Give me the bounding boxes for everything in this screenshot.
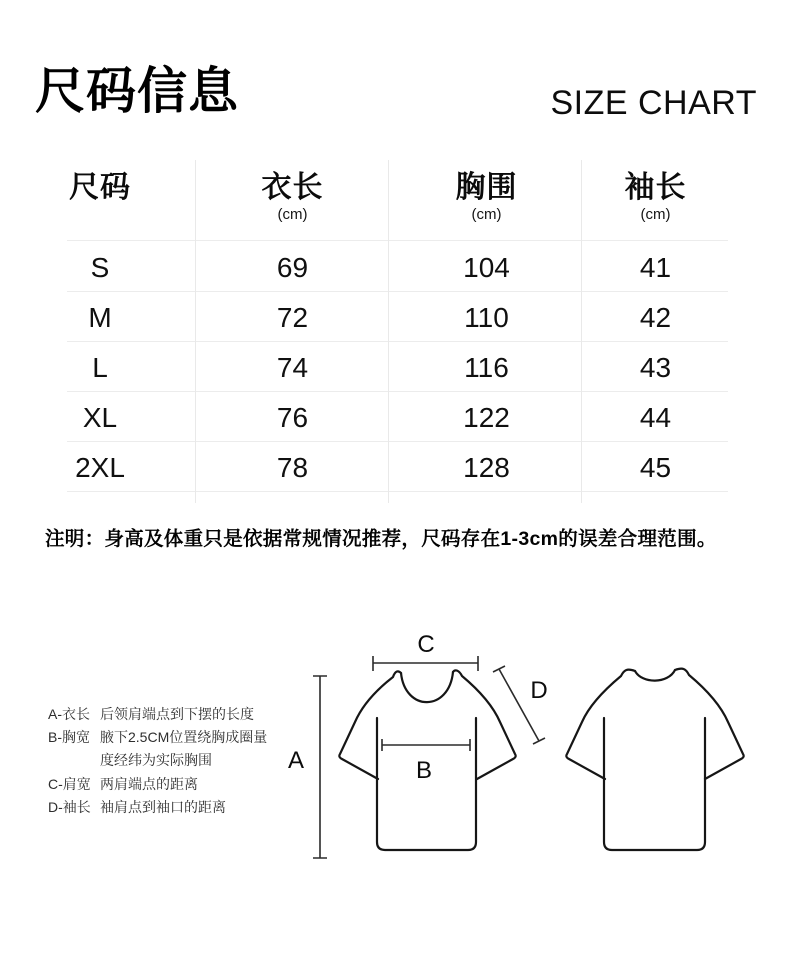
- legend-label: D-袖长: [48, 798, 91, 815]
- cell-sleeve: 41: [639, 251, 672, 283]
- cell-size: S: [90, 251, 110, 283]
- legend-item-c: [48, 773, 267, 796]
- table-row: [67, 291, 728, 341]
- column-header-chest: [390, 163, 583, 240]
- legend-desc: 袖肩点到袖口的距离: [100, 798, 226, 815]
- column-label: 胸围: [455, 171, 518, 204]
- measure-label-c: C: [417, 631, 435, 658]
- legend-label: C-肩宽: [48, 775, 91, 792]
- cell-length: 78: [276, 452, 309, 483]
- column-unit: (cm): [640, 206, 671, 223]
- cell-size: M: [88, 302, 112, 333]
- legend-desc: 腋下2.5CM位置绕胸成圈量: [100, 729, 268, 746]
- legend-item-b-cont: [48, 749, 267, 772]
- measure-legend: [48, 703, 267, 819]
- legend-item-a: [48, 703, 267, 726]
- column-label: 衣长: [261, 171, 324, 204]
- cell-length: 76: [276, 402, 309, 433]
- cell-chest: 116: [464, 352, 509, 383]
- cell-chest: 122: [463, 402, 510, 433]
- page-title: 尺码信息: [35, 63, 239, 119]
- table-row: [67, 441, 728, 491]
- measure-line-b: [382, 739, 470, 784]
- table-row: [67, 391, 728, 441]
- column-label: 尺码: [69, 171, 131, 204]
- table-gridline-h: [67, 491, 728, 492]
- legend-desc: 后领肩端点到下摆的长度: [100, 706, 254, 722]
- column-label: 袖长: [624, 171, 687, 204]
- tshirt-measure-diagram: [270, 615, 790, 885]
- cell-length: 74: [276, 352, 309, 383]
- column-header-length: [195, 163, 390, 240]
- measure-line-d: [493, 666, 548, 744]
- cell-sleeve: 44: [639, 402, 672, 433]
- measure-label-d: D: [530, 677, 548, 704]
- measure-label-b: B: [415, 757, 433, 784]
- legend-desc: 两肩端点的距离: [100, 775, 198, 792]
- cell-chest: 104: [463, 251, 510, 283]
- cell-chest: 110: [464, 302, 509, 333]
- cell-length: 69: [276, 251, 309, 283]
- measure-line-a: [288, 676, 327, 858]
- legend-desc: 度经纬为实际胸围: [100, 752, 212, 769]
- measure-line-c: [373, 631, 478, 671]
- size-table-header: [67, 163, 728, 240]
- cell-sleeve: 42: [639, 302, 672, 333]
- column-unit: (cm): [277, 206, 308, 223]
- cell-length: 72: [276, 302, 309, 333]
- legend-item-d: [48, 796, 267, 819]
- size-table: [67, 163, 728, 491]
- column-header-sleeve: [583, 163, 728, 240]
- cell-sleeve: 45: [639, 452, 672, 483]
- legend-label: A-衣长: [48, 706, 90, 722]
- column-header-size: [67, 163, 195, 240]
- legend-label: B-胸宽: [48, 729, 90, 746]
- back-shirt-outline: [566, 669, 743, 850]
- cell-chest: 128: [463, 452, 510, 483]
- table-row: [67, 341, 728, 391]
- cell-size: L: [92, 352, 108, 383]
- size-note: 注明：身高及体重只是依据常规情况推荐，尺码存在1-3cm的误差合理范围。: [45, 528, 717, 550]
- cell-size: 2XL: [75, 452, 125, 483]
- table-row: [67, 240, 728, 291]
- measure-label-a: A: [287, 747, 305, 774]
- column-unit: (cm): [471, 206, 502, 223]
- cell-size: XL: [82, 402, 118, 433]
- page-subtitle-en: SIZE CHART: [550, 84, 757, 122]
- legend-item-b: [48, 726, 267, 749]
- legend-label: [48, 749, 100, 772]
- cell-sleeve: 43: [639, 352, 672, 383]
